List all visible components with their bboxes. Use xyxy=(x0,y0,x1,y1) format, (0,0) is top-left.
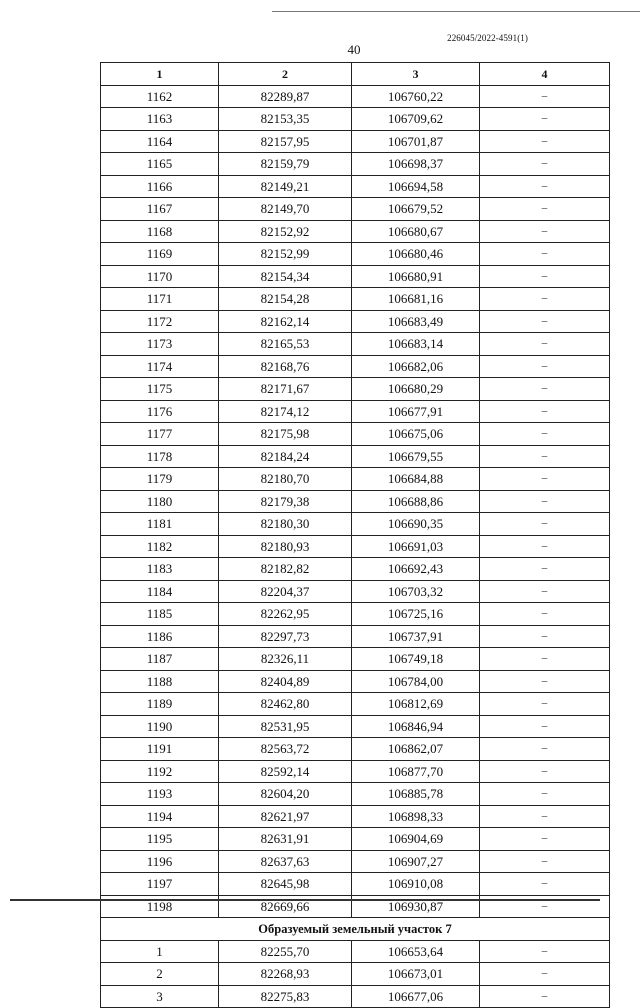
dash-cell: – xyxy=(480,198,610,221)
table-cell: 82154,34 xyxy=(219,265,352,288)
table-cell: 1171 xyxy=(101,288,219,311)
table-cell: 82204,37 xyxy=(219,580,352,603)
table-cell: 82180,93 xyxy=(219,535,352,558)
section-row xyxy=(101,918,610,941)
table-cell: 106680,46 xyxy=(352,243,480,266)
dash-cell: – xyxy=(480,873,610,896)
dash-cell: – xyxy=(480,580,610,603)
table-row xyxy=(101,693,610,716)
dash-cell: – xyxy=(480,738,610,761)
table-cell: 82165,53 xyxy=(219,333,352,356)
dash-cell: – xyxy=(480,603,610,626)
table-cell: 106694,58 xyxy=(352,175,480,198)
table-row xyxy=(101,738,610,761)
section-title: Образуемый земельный участок 7 xyxy=(101,918,610,941)
table-row xyxy=(101,445,610,468)
table-cell: 1188 xyxy=(101,670,219,693)
table-cell: 82149,70 xyxy=(219,198,352,221)
table-row xyxy=(101,265,610,288)
dash-cell: – xyxy=(480,130,610,153)
table-row xyxy=(101,603,610,626)
table-cell: 82645,98 xyxy=(219,873,352,896)
table-cell: 106737,91 xyxy=(352,625,480,648)
table-cell: 82159,79 xyxy=(219,153,352,176)
table-cell: 106703,32 xyxy=(352,580,480,603)
dash-cell: – xyxy=(480,468,610,491)
table-cell: 1180 xyxy=(101,490,219,513)
table-cell: 106760,22 xyxy=(352,85,480,108)
header-cell: 1 xyxy=(101,63,219,86)
table-cell: 1181 xyxy=(101,513,219,536)
table-cell: 1179 xyxy=(101,468,219,491)
dash-cell: – xyxy=(480,333,610,356)
coordinates-table xyxy=(100,62,610,1008)
table-row xyxy=(101,108,610,131)
dash-cell: – xyxy=(480,985,610,1008)
table-row xyxy=(101,783,610,806)
table-row xyxy=(101,828,610,851)
table-row xyxy=(101,130,610,153)
table-row xyxy=(101,490,610,513)
table-cell: 82289,87 xyxy=(219,85,352,108)
table-cell: 106681,16 xyxy=(352,288,480,311)
table-cell: 1173 xyxy=(101,333,219,356)
dash-cell: – xyxy=(480,355,610,378)
table-cell: 106680,29 xyxy=(352,378,480,401)
table-row xyxy=(101,715,610,738)
table-cell: 82153,35 xyxy=(219,108,352,131)
table-cell: 106749,18 xyxy=(352,648,480,671)
table-cell: 106682,06 xyxy=(352,355,480,378)
table-cell: 1182 xyxy=(101,535,219,558)
table-cell: 1166 xyxy=(101,175,219,198)
table-header-row xyxy=(101,63,610,86)
table-cell: 82297,73 xyxy=(219,625,352,648)
table-cell: 82154,28 xyxy=(219,288,352,311)
table-cell: 82669,66 xyxy=(219,895,352,918)
table-cell: 106862,07 xyxy=(352,738,480,761)
table-cell: 1165 xyxy=(101,153,219,176)
header-cell: 4 xyxy=(480,63,610,86)
table-cell: 1186 xyxy=(101,625,219,648)
table-cell: 1189 xyxy=(101,693,219,716)
dash-cell: – xyxy=(480,805,610,828)
table-cell: 106885,78 xyxy=(352,783,480,806)
dash-cell: – xyxy=(480,490,610,513)
table-cell: 106698,37 xyxy=(352,153,480,176)
table-cell: 1190 xyxy=(101,715,219,738)
dash-cell: – xyxy=(480,648,610,671)
table-cell: 106725,16 xyxy=(352,603,480,626)
dash-cell: – xyxy=(480,265,610,288)
table-cell: 82171,67 xyxy=(219,378,352,401)
dash-cell: – xyxy=(480,108,610,131)
table-row xyxy=(101,760,610,783)
table-cell: 82152,99 xyxy=(219,243,352,266)
table-cell: 82462,80 xyxy=(219,693,352,716)
table-cell: 1167 xyxy=(101,198,219,221)
dash-cell: – xyxy=(480,940,610,963)
table-cell: 1191 xyxy=(101,738,219,761)
table-cell: 106784,00 xyxy=(352,670,480,693)
dash-cell: – xyxy=(480,243,610,266)
table-cell: 1193 xyxy=(101,783,219,806)
table-cell: 106680,91 xyxy=(352,265,480,288)
dash-cell: – xyxy=(480,625,610,648)
dash-cell: – xyxy=(480,513,610,536)
table-cell: 106691,03 xyxy=(352,535,480,558)
table-row xyxy=(101,310,610,333)
page-number: 40 xyxy=(347,42,361,57)
table-row xyxy=(101,175,610,198)
table-cell: 1164 xyxy=(101,130,219,153)
table-cell: 106907,27 xyxy=(352,850,480,873)
dash-cell: – xyxy=(480,693,610,716)
table-cell: 82152,92 xyxy=(219,220,352,243)
table-row xyxy=(101,535,610,558)
table-cell: 106910,08 xyxy=(352,873,480,896)
table-row xyxy=(101,85,610,108)
table-cell: 106812,69 xyxy=(352,693,480,716)
table-cell: 1184 xyxy=(101,580,219,603)
dash-cell: – xyxy=(480,715,610,738)
table-cell: 1192 xyxy=(101,760,219,783)
bottom-rule xyxy=(10,899,600,901)
document-id: 226045/2022-4591(1) xyxy=(447,33,528,43)
table-row xyxy=(101,580,610,603)
table-row xyxy=(101,625,610,648)
table-cell: 106653,64 xyxy=(352,940,480,963)
table-cell: 82179,38 xyxy=(219,490,352,513)
table-row xyxy=(101,468,610,491)
dash-cell: – xyxy=(480,670,610,693)
table-cell: 1178 xyxy=(101,445,219,468)
table-cell: 106677,06 xyxy=(352,985,480,1008)
dash-cell: – xyxy=(480,895,610,918)
table-row xyxy=(101,850,610,873)
dash-cell: – xyxy=(480,153,610,176)
table-cell: 1174 xyxy=(101,355,219,378)
dash-cell: – xyxy=(480,175,610,198)
table-row xyxy=(101,288,610,311)
table-cell: 2 xyxy=(101,963,219,986)
table-row xyxy=(101,873,610,896)
table-cell: 106673,01 xyxy=(352,963,480,986)
table-cell: 106904,69 xyxy=(352,828,480,851)
table-row xyxy=(101,220,610,243)
dash-cell: – xyxy=(480,400,610,423)
table-cell: 82531,95 xyxy=(219,715,352,738)
dash-cell: – xyxy=(480,378,610,401)
table-row xyxy=(101,400,610,423)
dash-cell: – xyxy=(480,783,610,806)
table-cell: 82180,70 xyxy=(219,468,352,491)
table-cell: 82275,83 xyxy=(219,985,352,1008)
table-row xyxy=(101,198,610,221)
table-cell: 82162,14 xyxy=(219,310,352,333)
table-cell: 106679,52 xyxy=(352,198,480,221)
table-cell: 106692,43 xyxy=(352,558,480,581)
table-cell: 106688,86 xyxy=(352,490,480,513)
table-cell: 1194 xyxy=(101,805,219,828)
table-cell: 82563,72 xyxy=(219,738,352,761)
table-cell: 82149,21 xyxy=(219,175,352,198)
table-cell: 82592,14 xyxy=(219,760,352,783)
table-cell: 82182,82 xyxy=(219,558,352,581)
table-cell: 106684,88 xyxy=(352,468,480,491)
table-cell: 106680,67 xyxy=(352,220,480,243)
dash-cell: – xyxy=(480,310,610,333)
table-cell: 82621,97 xyxy=(219,805,352,828)
table-cell: 106877,70 xyxy=(352,760,480,783)
table-cell: 1196 xyxy=(101,850,219,873)
table-cell: 1162 xyxy=(101,85,219,108)
table-cell: 106677,91 xyxy=(352,400,480,423)
table-cell: 82631,91 xyxy=(219,828,352,851)
table-cell: 1198 xyxy=(101,895,219,918)
table-cell: 82180,30 xyxy=(219,513,352,536)
table-cell: 106846,94 xyxy=(352,715,480,738)
table-cell: 1175 xyxy=(101,378,219,401)
dash-cell: – xyxy=(480,445,610,468)
table-cell: 82184,24 xyxy=(219,445,352,468)
table-cell: 106701,87 xyxy=(352,130,480,153)
dash-cell: – xyxy=(480,828,610,851)
dash-cell: – xyxy=(480,535,610,558)
table-row xyxy=(101,985,610,1008)
dash-cell: – xyxy=(480,423,610,446)
table-cell: 1163 xyxy=(101,108,219,131)
dash-cell: – xyxy=(480,963,610,986)
header-cell: 3 xyxy=(352,63,480,86)
table-body xyxy=(101,85,610,1008)
table-row xyxy=(101,423,610,446)
table-cell: 1168 xyxy=(101,220,219,243)
header-cell: 2 xyxy=(219,63,352,86)
table-row xyxy=(101,333,610,356)
table-cell: 1177 xyxy=(101,423,219,446)
table-cell: 1187 xyxy=(101,648,219,671)
top-rule xyxy=(272,11,640,12)
table-cell: 82637,63 xyxy=(219,850,352,873)
table-row xyxy=(101,355,610,378)
table-cell: 3 xyxy=(101,985,219,1008)
table-cell: 82268,93 xyxy=(219,963,352,986)
table-cell: 82326,11 xyxy=(219,648,352,671)
table-row xyxy=(101,670,610,693)
table-cell: 82262,95 xyxy=(219,603,352,626)
table-cell: 1172 xyxy=(101,310,219,333)
dash-cell: – xyxy=(480,220,610,243)
table-cell: 106683,49 xyxy=(352,310,480,333)
table-cell: 1170 xyxy=(101,265,219,288)
table-row xyxy=(101,243,610,266)
table-cell: 82404,89 xyxy=(219,670,352,693)
table-cell: 82604,20 xyxy=(219,783,352,806)
table-cell: 106690,35 xyxy=(352,513,480,536)
table-cell: 1169 xyxy=(101,243,219,266)
table-cell: 82255,70 xyxy=(219,940,352,963)
table-row xyxy=(101,940,610,963)
table-cell: 82175,98 xyxy=(219,423,352,446)
table-cell: 82174,12 xyxy=(219,400,352,423)
table-row xyxy=(101,805,610,828)
dash-cell: – xyxy=(480,760,610,783)
table-cell: 82157,95 xyxy=(219,130,352,153)
dash-cell: – xyxy=(480,85,610,108)
table-cell: 1185 xyxy=(101,603,219,626)
dash-cell: – xyxy=(480,850,610,873)
table-row xyxy=(101,963,610,986)
table-cell: 1 xyxy=(101,940,219,963)
table-cell: 106675,06 xyxy=(352,423,480,446)
table-cell: 106683,14 xyxy=(352,333,480,356)
table-cell: 106930,87 xyxy=(352,895,480,918)
dash-cell: – xyxy=(480,288,610,311)
table-cell: 1176 xyxy=(101,400,219,423)
table-cell: 1197 xyxy=(101,873,219,896)
table-row xyxy=(101,558,610,581)
table-row xyxy=(101,648,610,671)
table-row xyxy=(101,513,610,536)
table-row xyxy=(101,153,610,176)
table-cell: 106709,62 xyxy=(352,108,480,131)
table-cell: 1183 xyxy=(101,558,219,581)
table-cell: 106898,33 xyxy=(352,805,480,828)
table-cell: 1195 xyxy=(101,828,219,851)
dash-cell: – xyxy=(480,558,610,581)
table-cell: 106679,55 xyxy=(352,445,480,468)
table-cell: 82168,76 xyxy=(219,355,352,378)
table-row xyxy=(101,378,610,401)
